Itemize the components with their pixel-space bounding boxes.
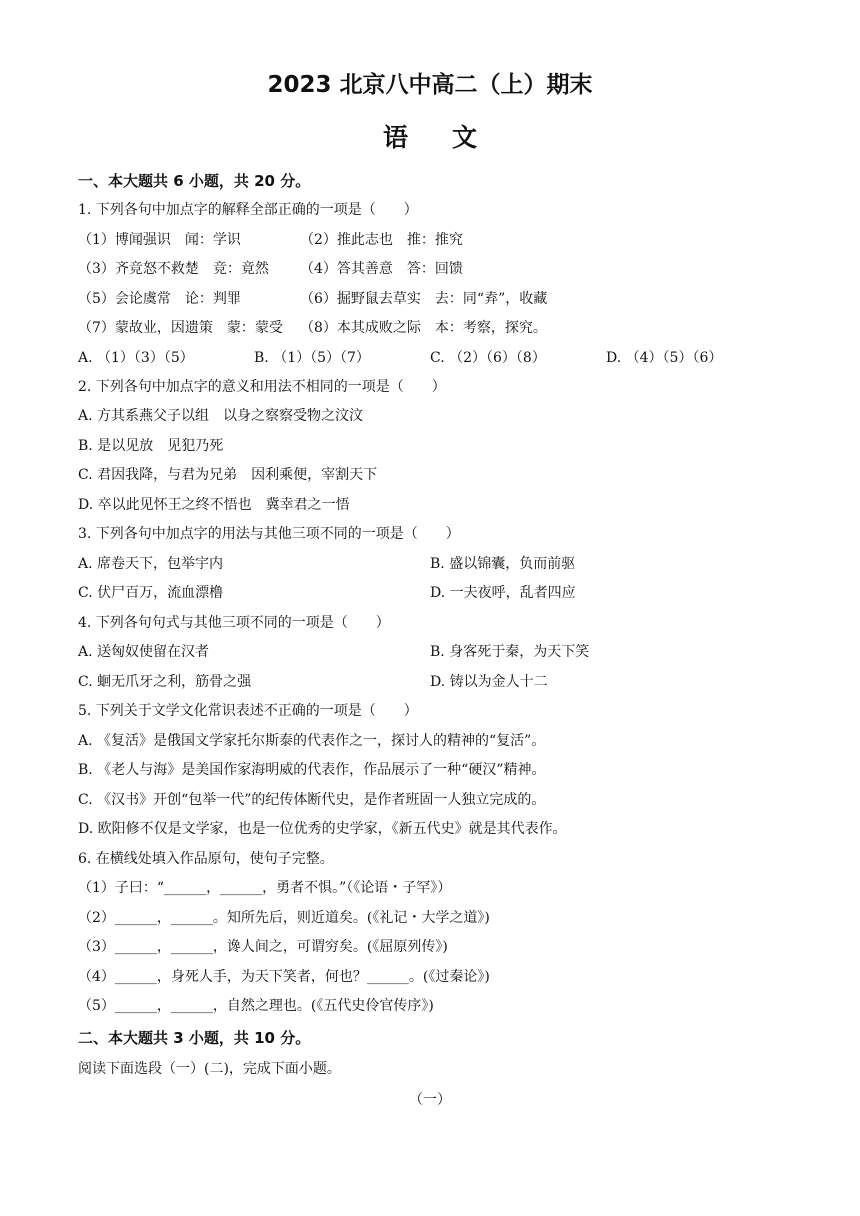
q4-option-c[interactable]: C. 蛔无爪牙之利，筋骨之强: [78, 674, 252, 690]
section-1-heading: 一、本大题共 6 小题，共 20 分。: [78, 172, 311, 190]
q1-option-a[interactable]: A. （1）（3）（5）: [78, 350, 194, 366]
q1-item-8: （8）本其成败之际 本：考察，探究。: [300, 320, 547, 336]
q3-stem: 3. 下列各句中加点字的用法与其他三项不同的一项是（ ）: [78, 526, 460, 542]
q4-option-d[interactable]: D. 铸以为金人十二: [430, 674, 548, 690]
q1-option-d[interactable]: D. （4）（5）（6）: [606, 350, 723, 366]
q1-item-6: （6）掘野鼠去草实 去：同“弆”，收藏: [300, 291, 548, 307]
q2-option-b[interactable]: B. 是以见放 见犯乃死: [78, 438, 224, 454]
q2-stem: 2. 下列各句中加点字的意义和用法不相同的一项是（ ）: [78, 379, 446, 395]
q6-item-1: （1）子曰：“______，______，勇者不惧。”（《论语・子罕》）: [78, 880, 452, 896]
q5-option-d[interactable]: D. 欧阳修不仅是文学家，也是一位优秀的史学家，《新五代史》就是其代表作。: [78, 821, 567, 837]
q5-option-a[interactable]: A. 《复活》是俄国文学家托尔斯泰的代表作之一，探讨人的精神的“复活”。: [78, 733, 546, 749]
q6-stem: 6. 在横线处填入作品原句，使句子完整。: [78, 851, 334, 867]
q3-option-d[interactable]: D. 一夫夜呼，乱者四应: [430, 585, 576, 601]
q6-item-5: （5）______，______，自然之理也。(《五代史伶官传序》): [78, 998, 434, 1014]
q3-option-b[interactable]: B. 盛以锦囊，负而前驱: [430, 556, 576, 572]
section-2-intro: 阅读下面选段（一）(二)，完成下面小题。: [78, 1061, 341, 1077]
q5-option-b[interactable]: B. 《老人与海》是美国作家海明威的代表作，作品展示了一种“硬汉”精神。: [78, 762, 546, 778]
q6-item-4: （4）______，身死人手，为天下笑者，何也？______。(《过秦论》): [78, 969, 490, 985]
q1-option-c[interactable]: C. （2）（6）（8）: [430, 350, 546, 366]
q3-option-a[interactable]: A. 席卷天下，包举宇内: [78, 556, 224, 572]
q3-option-c[interactable]: C. 伏尸百万，流血漂橹: [78, 585, 224, 601]
subject-title: 语文: [382, 123, 521, 152]
q5-option-c[interactable]: C. 《汉书》开创“包举一代”的纪传体断代史，是作者班固一人独立完成的。: [78, 792, 546, 808]
q4-option-a[interactable]: A. 送匈奴使留在汉者: [78, 644, 210, 660]
q5-stem: 5. 下列关于文学文化常识表述不正确的一项是（ ）: [78, 703, 418, 719]
q1-option-b[interactable]: B. （1）（5）（7）: [254, 350, 370, 366]
exam-title: 2023 北京八中高二（上）期末: [267, 72, 593, 98]
passage-label: （一）: [409, 1092, 451, 1108]
q1-item-4: （4）答其善意 答：回馈: [300, 261, 463, 277]
section-2-heading: 二、本大题共 3 小题，共 10 分。: [78, 1029, 311, 1047]
q4-option-b[interactable]: B. 身客死于秦，为天下笑: [430, 644, 590, 660]
q1-item-5: （5）会论虞常 论：判罪: [78, 291, 241, 307]
q2-option-c[interactable]: C. 君因我降，与君为兄弟 因利乘便，宰割天下: [78, 467, 378, 483]
q4-stem: 4. 下列各句句式与其他三项不同的一项是（ ）: [78, 615, 390, 631]
q1-item-2: （2）推此志也 推：推究: [300, 232, 463, 248]
q2-option-d[interactable]: D. 卒以此见怀王之终不悟也 冀幸君之一悟: [78, 497, 350, 513]
q2-option-a[interactable]: A. 方其系燕父子以组 以身之察察受物之汶汶: [78, 408, 364, 424]
q1-item-7: （7）蒙故业，因遗策 蒙：蒙受: [78, 320, 283, 336]
q6-item-2: （2）______，______。知所先后，则近道矣。(《礼记・大学之道》): [78, 910, 490, 926]
q1-stem: 1. 下列各句中加点字的解释全部正确的一项是（ ）: [78, 202, 418, 218]
q1-item-3: （3）齐竞怒不救楚 竞：竟然: [78, 261, 269, 277]
q6-item-3: （3）______，______，谗人间之，可谓穷矣。(《屈原列传》): [78, 939, 448, 955]
q1-item-1: （1）博闻强识 闻：学识: [78, 232, 241, 248]
